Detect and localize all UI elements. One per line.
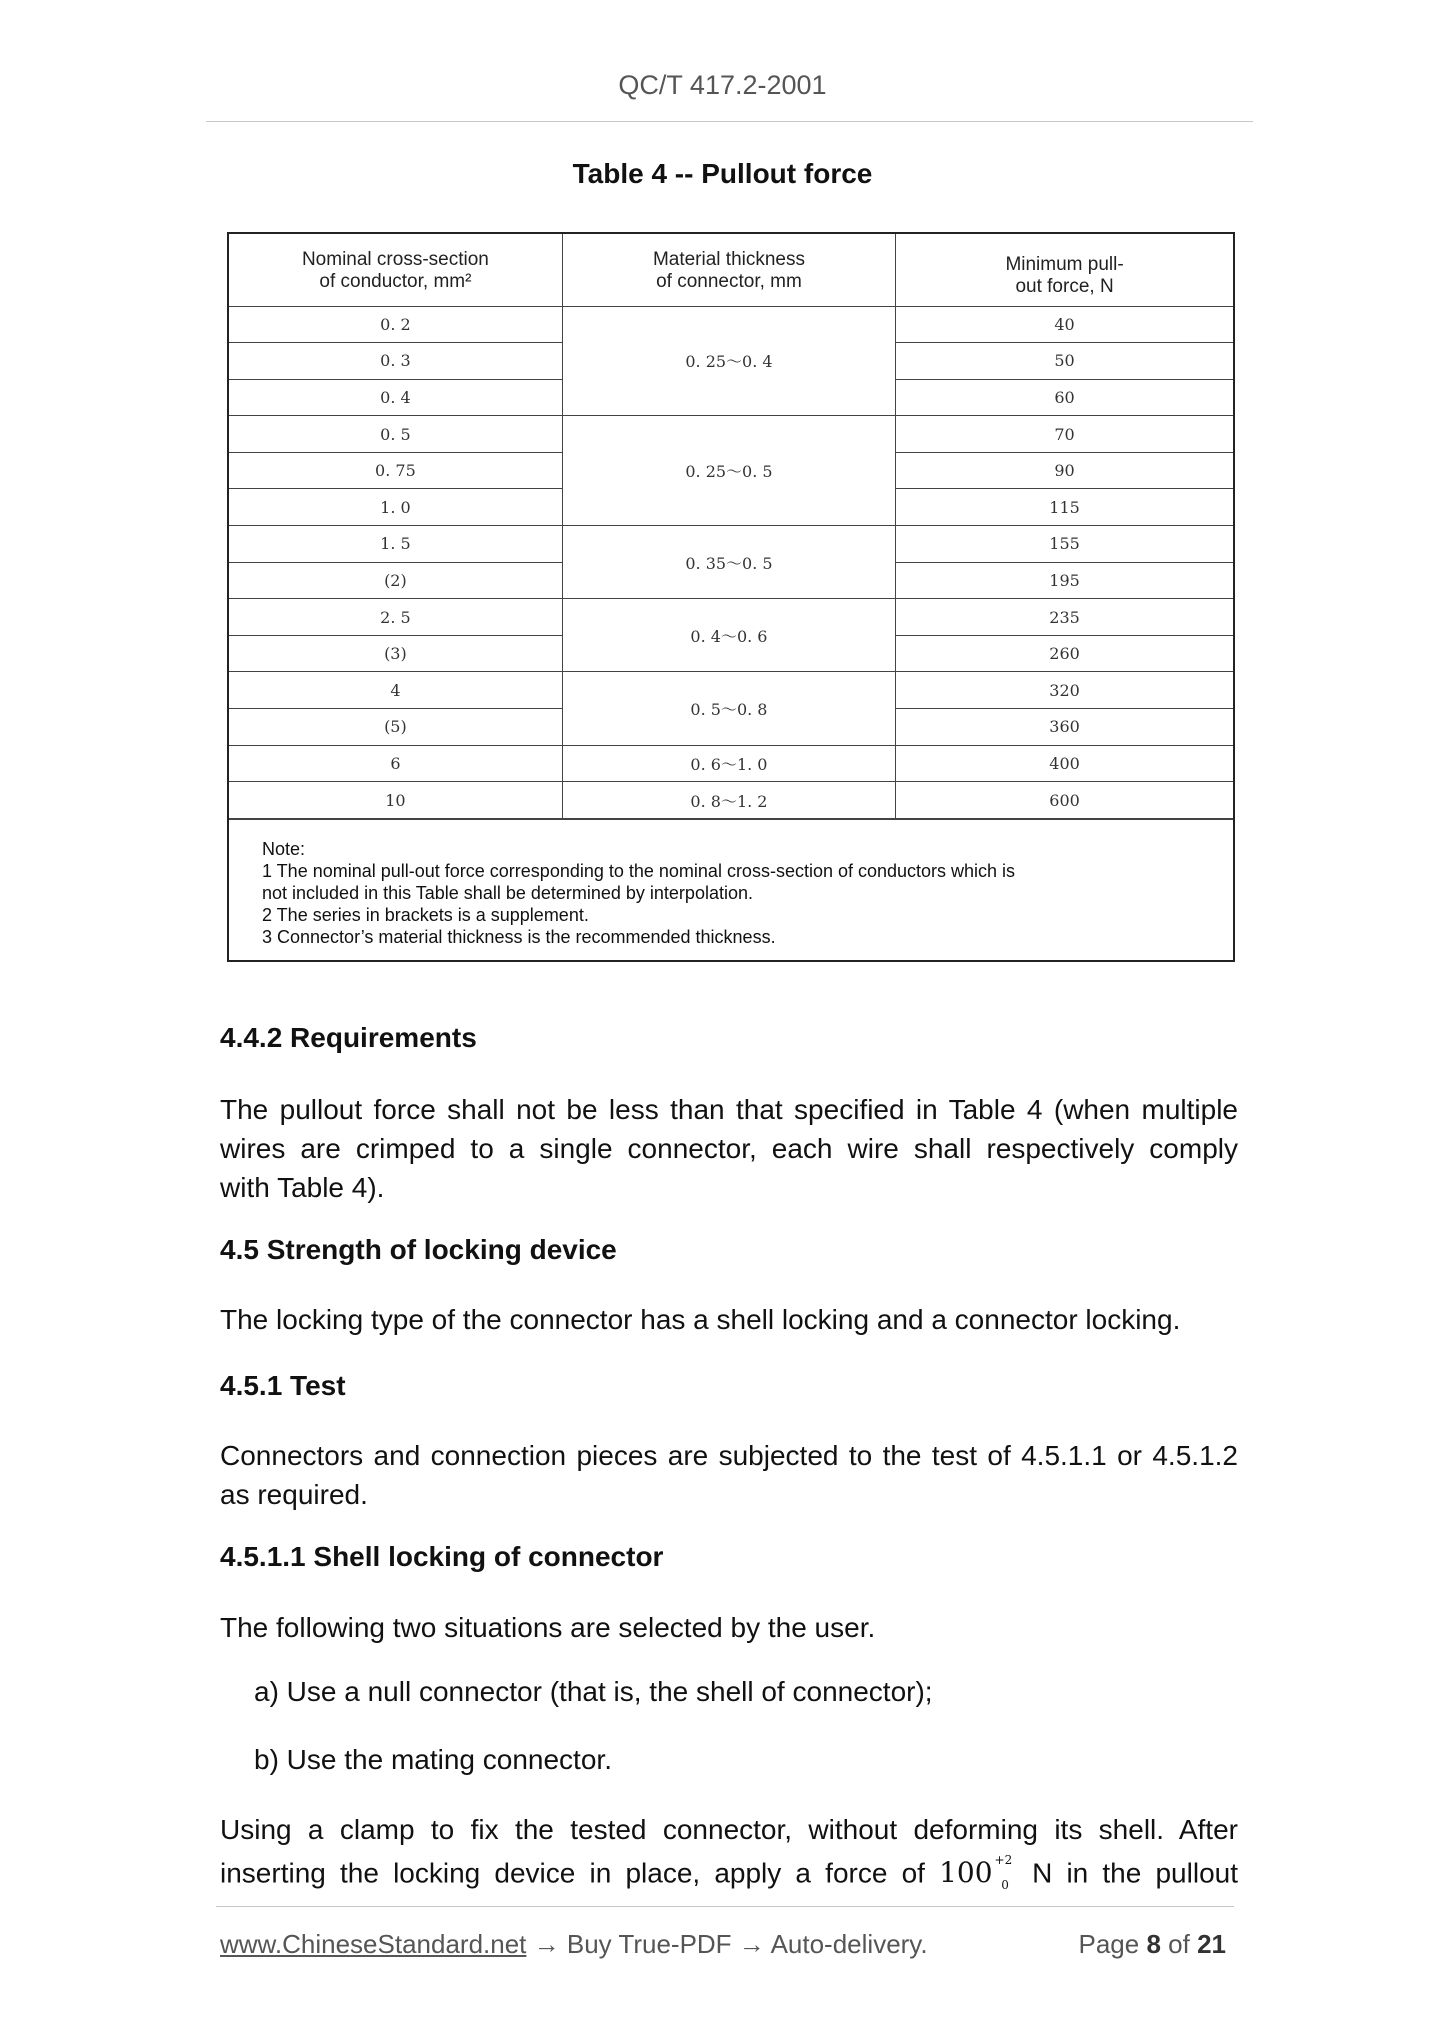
cell-force: 50 bbox=[896, 343, 1233, 380]
cell-force: 360 bbox=[896, 709, 1233, 746]
cell-force: 235 bbox=[896, 599, 1233, 636]
cell-thickness: 0. 4～0. 6 bbox=[562, 599, 895, 672]
cell-cross-section: 0. 2 bbox=[229, 306, 562, 343]
cell-cross-section: 1. 5 bbox=[229, 526, 562, 563]
cell-force: 600 bbox=[896, 782, 1233, 819]
col-header-thickness: Material thickness of connector, mm bbox=[562, 234, 895, 306]
cell-thickness: 0. 25～0. 4 bbox=[562, 306, 895, 416]
note-line: 3 Connector’s material thickness is the recommended thickness. bbox=[262, 926, 776, 947]
paragraph-line: with Table 4). bbox=[220, 1172, 385, 1203]
cell-thickness: 0. 6～1. 0 bbox=[562, 745, 895, 782]
cell-cross-section: 2. 5 bbox=[229, 599, 562, 636]
cell-cross-section: 1. 0 bbox=[229, 489, 562, 526]
heading-4-5-1-1: 4.5.1.1 Shell locking of connector bbox=[220, 1541, 664, 1572]
cell-force: 90 bbox=[896, 452, 1233, 489]
cell-thickness: 0. 35～0. 5 bbox=[562, 526, 895, 599]
note-line: 1 The nominal pull-out force corresponding to the nominal cross-section of conductors which is bbox=[262, 860, 1016, 881]
cell-thickness: 0. 25～0. 5 bbox=[562, 416, 895, 526]
paragraph-line: inserting the locking device in place, apply a force of 100 $^{+2}_0$ N in the pullout bbox=[220, 1853, 1238, 1892]
cell-force: 260 bbox=[896, 635, 1233, 672]
cell-cross-section: 0. 4 bbox=[229, 379, 562, 416]
header-rule bbox=[206, 121, 1253, 122]
col-header-force: Minimum pull- out force, N bbox=[896, 234, 1233, 306]
table-row bbox=[229, 526, 1233, 563]
cell-cross-section: 6 bbox=[229, 745, 562, 782]
document-header: QC/T 417.2-2001 bbox=[618, 70, 827, 100]
table-note bbox=[229, 819, 1233, 960]
note-line: 2 The series in brackets is a supplement. bbox=[262, 904, 589, 925]
paragraph-4-4-2 bbox=[220, 1090, 1238, 1207]
cell-force: 195 bbox=[896, 562, 1233, 599]
heading-4-5: 4.5 Strength of locking device bbox=[220, 1234, 617, 1265]
footer-promo bbox=[220, 1929, 928, 1960]
table-row bbox=[229, 599, 1233, 636]
table-row bbox=[229, 745, 1233, 782]
note-title: Note: bbox=[262, 838, 306, 859]
page-indicator: Page 8 of 21 bbox=[1078, 1929, 1226, 1959]
table-row bbox=[229, 416, 1233, 453]
paragraph-4-5-1 bbox=[220, 1436, 1238, 1514]
cell-cross-section: 0. 75 bbox=[229, 452, 562, 489]
cell-thickness: 0. 8～1. 2 bbox=[562, 782, 895, 819]
cell-force: 40 bbox=[896, 306, 1233, 343]
cell-cross-section: 0. 3 bbox=[229, 343, 562, 380]
force-formula: 100 $^{+2}_0$ bbox=[939, 1853, 1013, 1892]
footer-rule bbox=[216, 1906, 1234, 1907]
table-body bbox=[229, 234, 1233, 818]
cell-thickness: 0. 5～0. 8 bbox=[562, 672, 895, 745]
cell-cross-section: (3) bbox=[229, 635, 562, 672]
cell-cross-section: (5) bbox=[229, 709, 562, 746]
pullout-force-table bbox=[227, 232, 1235, 962]
paragraph-line: wires are crimped to a single connector, each wire shall respectively comply bbox=[220, 1133, 1238, 1164]
table-caption: Table 4 -- Pullout force bbox=[572, 158, 873, 189]
cell-force: 60 bbox=[896, 379, 1233, 416]
paragraph-line: as required. bbox=[220, 1479, 368, 1510]
paragraph-clamp bbox=[220, 1810, 1238, 1905]
paragraph-line: Using a clamp to fix the tested connector, without deforming its shell. After bbox=[220, 1814, 1238, 1845]
table-row bbox=[229, 672, 1233, 709]
cell-cross-section: (2) bbox=[229, 562, 562, 599]
paragraph-4-5: The locking type of the connector has a shell locking and a connector locking. bbox=[220, 1304, 1181, 1335]
paragraph-4-5-1-1: The following two situations are selected by the user. bbox=[220, 1612, 876, 1643]
cell-force: 320 bbox=[896, 672, 1233, 709]
cell-force: 155 bbox=[896, 526, 1233, 563]
paragraph-line: The pullout force shall not be less than that specified in Table 4 (when multiple bbox=[220, 1094, 1238, 1125]
table-row bbox=[229, 306, 1233, 343]
list-item-b: b) Use the mating connector. bbox=[254, 1744, 612, 1775]
cell-cross-section: 10 bbox=[229, 782, 562, 819]
cell-cross-section: 0. 5 bbox=[229, 416, 562, 453]
page-total: 21 bbox=[1197, 1929, 1226, 1959]
heading-4-4-2: 4.4.2 Requirements bbox=[220, 1022, 477, 1053]
footer-tail: → Buy True-PDF → Auto-delivery. bbox=[526, 1929, 928, 1959]
note-line: not included in this Table shall be determined by interpolation. bbox=[262, 882, 753, 903]
paragraph-line: Connectors and connection pieces are subjected to the test of 4.5.1.1 or 4.5.1.2 bbox=[220, 1440, 1238, 1471]
table-row bbox=[229, 782, 1233, 819]
cell-force: 70 bbox=[896, 416, 1233, 453]
table-header-row bbox=[229, 234, 1233, 306]
website-link[interactable]: www.ChineseStandard.net bbox=[220, 1929, 527, 1959]
page-number: 8 bbox=[1146, 1929, 1161, 1959]
cell-force: 400 bbox=[896, 745, 1233, 782]
heading-4-5-1: 4.5.1 Test bbox=[220, 1370, 346, 1401]
col-header-cross-section: Nominal cross-section of conductor, mm² bbox=[229, 234, 562, 306]
cell-force: 115 bbox=[896, 489, 1233, 526]
list-item-a: a) Use a null connector (that is, the shell of connector); bbox=[254, 1676, 933, 1707]
cell-cross-section: 4 bbox=[229, 672, 562, 709]
